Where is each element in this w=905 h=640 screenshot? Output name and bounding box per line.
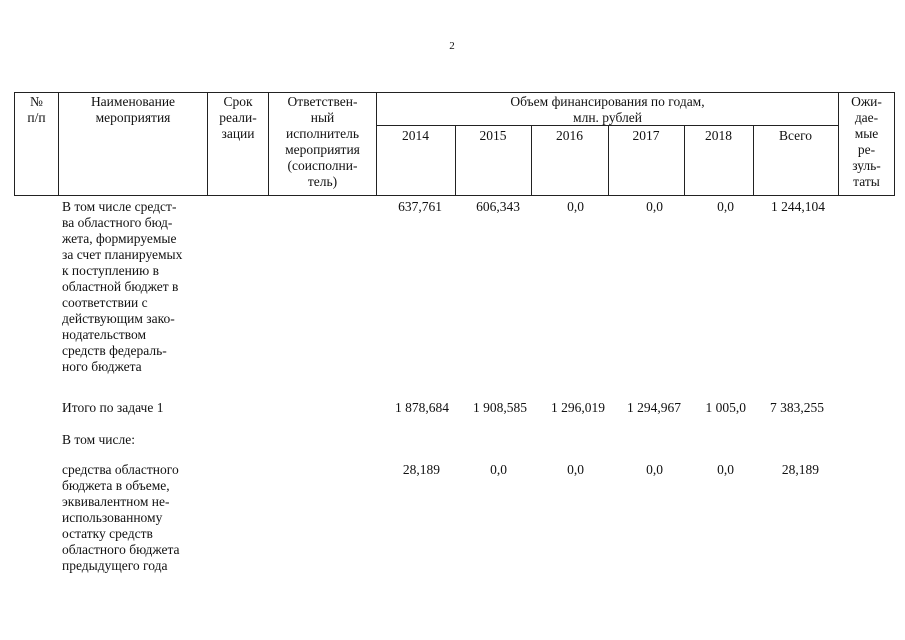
header-results: Ожи- дае- мые ре- зуль- таты (851, 94, 882, 189)
header-total: Всего (778, 128, 813, 143)
value-2015: 0,0 (490, 462, 507, 477)
header-executor: Ответствен- ный исполнитель мероприятия (соисполни- тель) (285, 94, 360, 189)
header-year-2016: 2016 (556, 128, 583, 143)
value-2018: 0,0 (717, 462, 734, 477)
value-2016: 0,0 (567, 462, 584, 477)
value-2018: 1 005,0 (705, 400, 746, 415)
header-year-2015: 2015 (479, 128, 507, 143)
value-total: 7 383,255 (770, 400, 824, 415)
header-year-2014: 2014 (402, 128, 429, 143)
value-total: 1 244,104 (771, 199, 825, 214)
value-2014: 1 878,684 (395, 400, 449, 415)
header-year-2018: 2018 (705, 128, 732, 143)
value-2015: 606,343 (476, 199, 520, 214)
value-2017: 1 294,967 (627, 400, 681, 415)
col-border-11 (894, 92, 895, 196)
value-2017: 0,0 (646, 462, 663, 477)
value-2016: 1 296,019 (551, 400, 605, 415)
value-2014: 637,761 (398, 199, 442, 214)
value-2016: 0,0 (567, 199, 584, 214)
header-num: № п/п (27, 94, 46, 125)
value-2017: 0,0 (646, 199, 663, 214)
row-name: В том числе средст- ва областного бюд- жета, формируемые за счет планируемых к поступлению в областной бюджет в соответствии с действующим зако- нодательством средств федераль- ного бюджета (62, 199, 183, 374)
row-name: Итого по задаче 1 (62, 400, 164, 415)
header-year-2017: 2017 (632, 128, 660, 143)
table-top-border (14, 92, 895, 93)
value-total: 28,189 (781, 462, 819, 477)
header-name: Наименование мероприятия (90, 94, 176, 125)
value-2018: 0,0 (717, 199, 734, 214)
row-name: средства областного бюджета в объеме, эквивалентном не- использованному остатку средств областного бюджета предыдущего года (62, 462, 180, 573)
value-2015: 1 908,585 (473, 400, 527, 415)
row-name: В том числе: (62, 432, 135, 447)
value-2014: 28,189 (402, 462, 440, 477)
header-financing: Объем финансирования по годам, млн. рублей (510, 94, 705, 125)
page-number: 2 (449, 40, 455, 52)
header-term: Срок реали- зации (219, 94, 257, 141)
